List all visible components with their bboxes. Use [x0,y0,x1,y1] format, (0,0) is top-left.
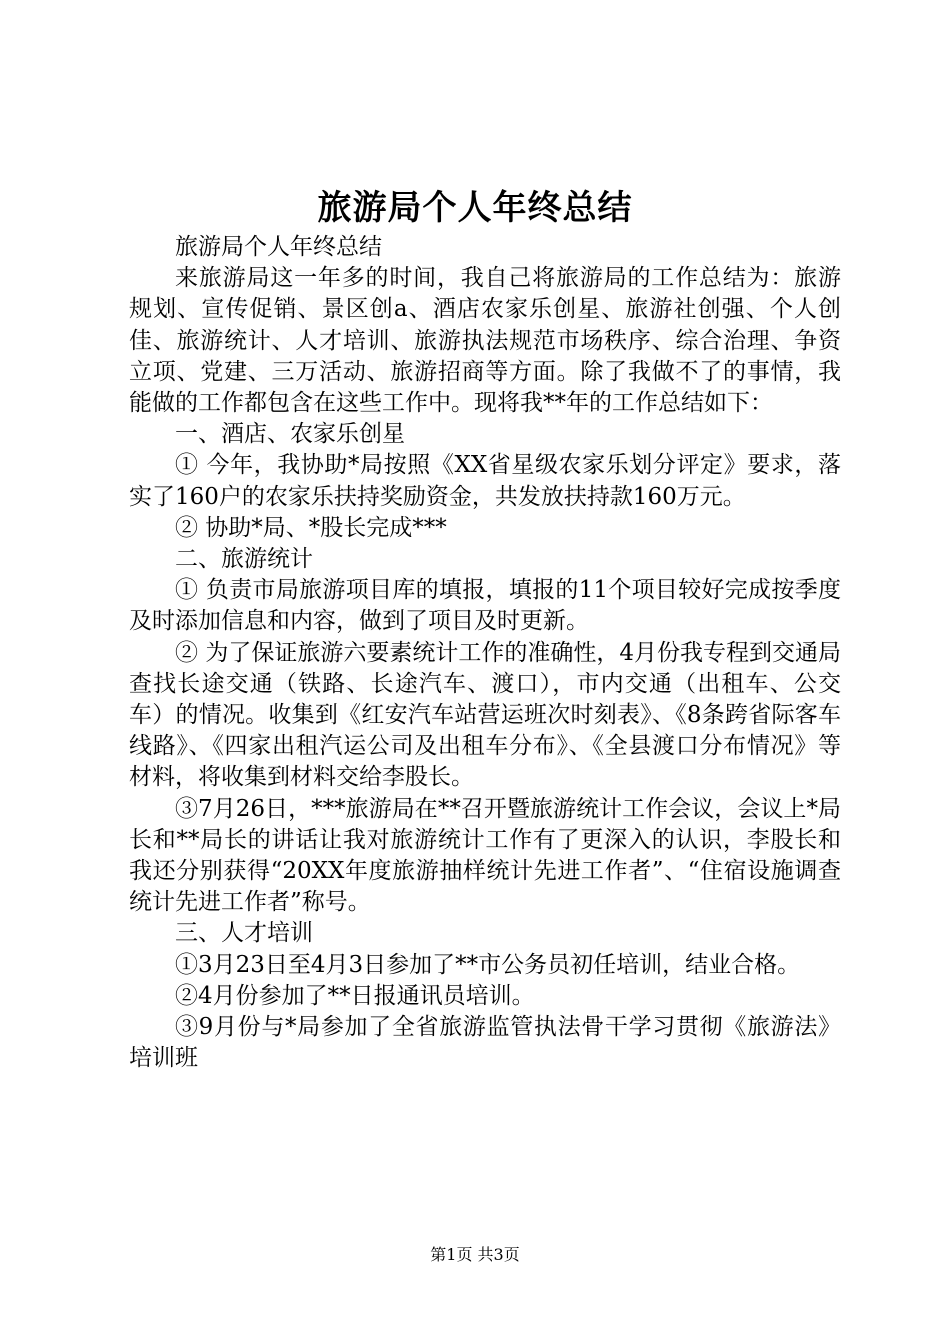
paragraph-statistics-2: ② 为了保证旅游六要素统计工作的准确性，4月份我专程到交通局查找长途交通（铁路、长途汽车、渡口），市内交通（出租车、公交车）的情况。收集到《红安汽车站营运班次时刻表》、《8条跨省际客车线路》、《四家出租汽运公司及出租车分布》、《全县渡口分布情况》等材料，将收集到材料交给李股长。 [129,639,841,791]
section-heading-training: 三、人才培训 [175,920,313,947]
paragraph-training-2: ②4月份参加了**日报通讯员培训。 [175,982,535,1009]
paragraph-intro: 来旅游局这一年多的时间，我自己将旅游局的工作总结为：旅游规划、宣传促销、景区创a、酒店农家乐创星、旅游社创强、个人创佳、旅游统计、人才培训、旅游执法规范市场秩序、综合治理、争资立项、党建、三万活动、旅游招商等方面。除了我做不了的事情，我能做的工作都包含在这些工作中。现将我**年的工作总结如下： [129,265,841,417]
paragraph-hotel-2: ② 协助*局、*股长完成*** [175,514,447,541]
page-footer: 第1页 共3页 [430,1245,520,1264]
page-title: 旅游局个人年终总结 [317,188,633,228]
paragraph-hotel-1: ① 今年，我协助*局按照《XX省星级农家乐划分评定》要求，落实了160户的农家乐扶持奖励资金，共发放扶持款160万元。 [129,452,841,510]
document-body [129,232,841,1074]
section-heading-hotel: 一、酒店、农家乐创星 [175,421,405,448]
paragraph-training-3: ③9月份与*局参加了全省旅游监管执法骨干学习贯彻《旅游法》培训班 [129,1014,841,1072]
paragraph-training-1: ①3月23日至4月3日参加了**市公务员初任培训，结业合格。 [175,951,801,978]
section-heading-statistics: 二、旅游统计 [175,546,313,573]
paragraph-subtitle: 旅游局个人年终总结 [175,234,382,260]
paragraph-statistics-1: ① 负责市局旅游项目库的填报，填报的11个项目较好完成按季度及时添加信息和内容，做到了项目及时更新。 [129,577,841,635]
paragraph-statistics-3: ③7月26日，***旅游局在**召开暨旅游统计工作会议，会议上*局长和**局长的讲话让我对旅游统计工作有了更深入的认识，李股长和我还分别获得“20XX年度旅游抽样统计先进工作者”、“住宿设施调查统计先进工作者”称号。 [129,795,841,916]
